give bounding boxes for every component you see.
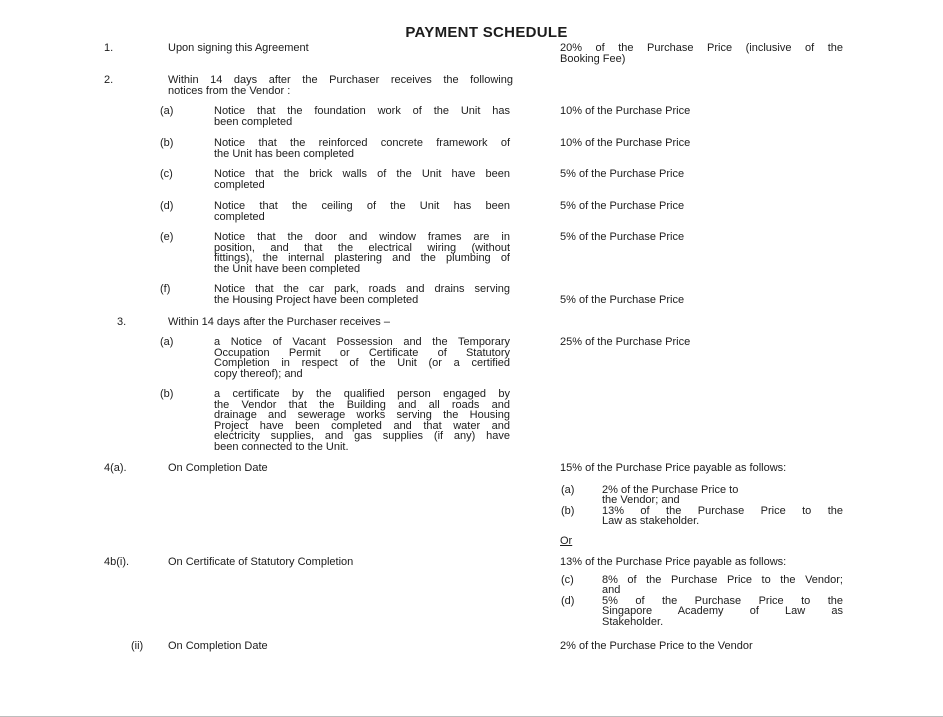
item-letter: (a) (160, 336, 174, 348)
subitem-letter: (a) (561, 483, 575, 496)
payment-amount (560, 641, 843, 652)
subitem-lines (602, 596, 843, 628)
text-line: the Unit has been completed (214, 147, 355, 160)
text-line: the Housing Project have been completed (214, 293, 419, 306)
payment-amount (560, 232, 843, 243)
payment-subitems (560, 575, 843, 628)
text-line: 20% of the Purchase Price (inclusive of the (560, 42, 843, 54)
text-line: notices from the Vendor : (168, 84, 291, 97)
item-description (214, 232, 510, 274)
page-title: PAYMENT SCHEDULE (405, 24, 568, 41)
item-description (214, 106, 510, 127)
text-line: Notice that the brick walls of the Unit have been (214, 168, 510, 180)
item-description (168, 317, 513, 328)
text-line: Booking Fee) (560, 52, 626, 65)
text-line: the Vendor that the Building and all roads and (214, 398, 510, 411)
text-line: the Unit have been completed (214, 262, 361, 275)
text-line: 10% of the Purchase Price (560, 105, 691, 117)
subitem-lines (602, 575, 843, 596)
text-line: 8% of the Purchase Price to the Vendor; (602, 573, 843, 586)
text-line: been connected to the Unit. (214, 440, 349, 453)
text-line: 15% of the Purchase Price payable as follows: (560, 462, 787, 474)
payment-amount (560, 43, 843, 64)
item-description (214, 201, 510, 222)
payment-amount (560, 284, 843, 305)
text-line: Occupation Permit or Certificate of Statutory (214, 346, 510, 359)
text-line: completed (214, 178, 265, 191)
text-line: Notice that the reinforced concrete framework of (214, 137, 510, 149)
text-line: 13% of the Purchase Price to the (602, 504, 843, 517)
subitem-letter: (c) (561, 573, 574, 586)
text-line: 10% of the Purchase Price (560, 137, 691, 149)
subitem-letter: (d) (561, 594, 575, 607)
item-number: 2. (104, 74, 114, 86)
payment-amount (560, 169, 843, 180)
item-description (168, 641, 513, 652)
payment-amount (560, 557, 843, 627)
text-line: Notice that the door and window frames are in (214, 231, 510, 243)
text-line: On Completion Date (168, 462, 268, 474)
payment-subitem (560, 596, 843, 628)
text-line: Project have been completed and that water and (214, 419, 510, 432)
text-line: Notice that the ceiling of the Unit has been (214, 200, 510, 212)
payment-amount (560, 337, 843, 348)
text-line: electricity supplies, and gas supplies (if any) have (214, 430, 510, 442)
text-line: 25% of the Purchase Price (560, 336, 691, 348)
text-line: Law as stakeholder. (602, 515, 700, 527)
payment-amount (560, 201, 843, 212)
item-letter: (d) (160, 200, 174, 212)
payment-amount (560, 106, 843, 117)
item-description (214, 138, 510, 159)
subitem-lines (602, 485, 843, 506)
text-line: Notice that the foundation work of the Unit has (214, 105, 510, 117)
text-line: copy thereof); and (214, 367, 303, 380)
payment-amount (560, 536, 843, 547)
text-line: completed (214, 210, 265, 223)
item-letter: (e) (160, 231, 174, 243)
text-line: 5% of the Purchase Price (560, 168, 685, 180)
text-line: a Notice of Vacant Possession and the Temporary (214, 336, 510, 348)
item-letter: (b) (160, 137, 174, 149)
item-letter: (b) (160, 388, 174, 400)
text-line: and (602, 584, 621, 596)
item-number: 3. (117, 316, 127, 328)
payment-amount (560, 463, 843, 527)
text-line: On Certificate of Statutory Completion (168, 556, 354, 568)
item-number: (ii) (131, 640, 144, 652)
item-number: 1. (104, 42, 114, 54)
text-line: Completion in respect of the Unit (or a certified (214, 357, 510, 369)
subitem-lines (602, 506, 843, 527)
item-letter: (a) (160, 105, 174, 117)
text-line: position, and that the electrical wiring (without (214, 241, 510, 254)
item-description (214, 284, 510, 305)
item-letter: (f) (160, 283, 171, 295)
item-description (168, 463, 513, 474)
text-line: Within 14 days after the Purchaser receives the following (168, 74, 513, 86)
payment-subitem (560, 506, 843, 527)
payment-amount (560, 138, 843, 149)
payment-subitem (560, 485, 843, 506)
text-line: 13% of the Purchase Price payable as follows: (560, 556, 787, 568)
text-line: Upon signing this Agreement (168, 42, 309, 54)
text-line: a certificate by the qualified person engaged by (214, 388, 510, 400)
text-line: 2% of the Purchase Price to (602, 483, 739, 496)
text-line: 5% of the Purchase Price (560, 293, 685, 306)
text-line: 5% of the Purchase Price (560, 200, 685, 212)
text-line: been completed (214, 115, 293, 128)
text-line: Notice that the car park, roads and drains serving (214, 283, 510, 295)
text-line: drainage and sewerage works serving the Housing (214, 409, 510, 421)
item-number: 4b(i). (104, 556, 130, 568)
item-description (168, 557, 513, 568)
text-line: 2% of the Purchase Price to the Vendor (560, 640, 753, 652)
text-line: Or (560, 535, 573, 547)
text-line: the Vendor; and (602, 494, 680, 506)
item-description (168, 75, 513, 96)
text-line: 5% of the Purchase Price to the (602, 594, 843, 607)
text-line: 5% of the Purchase Price (560, 231, 685, 243)
text-line: Stakeholder. (602, 615, 664, 628)
item-description (168, 43, 513, 54)
item-description (214, 389, 510, 452)
text-line: On Completion Date (168, 640, 268, 652)
item-description (214, 169, 510, 190)
text-line: Within 14 days after the Purchaser receives – (168, 316, 390, 328)
text-line: Singapore Academy of Law as (602, 605, 843, 617)
payment-subitem (560, 575, 843, 596)
item-number: 4(a). (104, 462, 127, 474)
payment-subitems (560, 485, 843, 527)
subitem-letter: (b) (561, 504, 575, 517)
text-line: fittings), the internal plastering and the plumbing of (214, 252, 510, 264)
item-letter: (c) (160, 168, 173, 180)
item-description (214, 337, 510, 379)
